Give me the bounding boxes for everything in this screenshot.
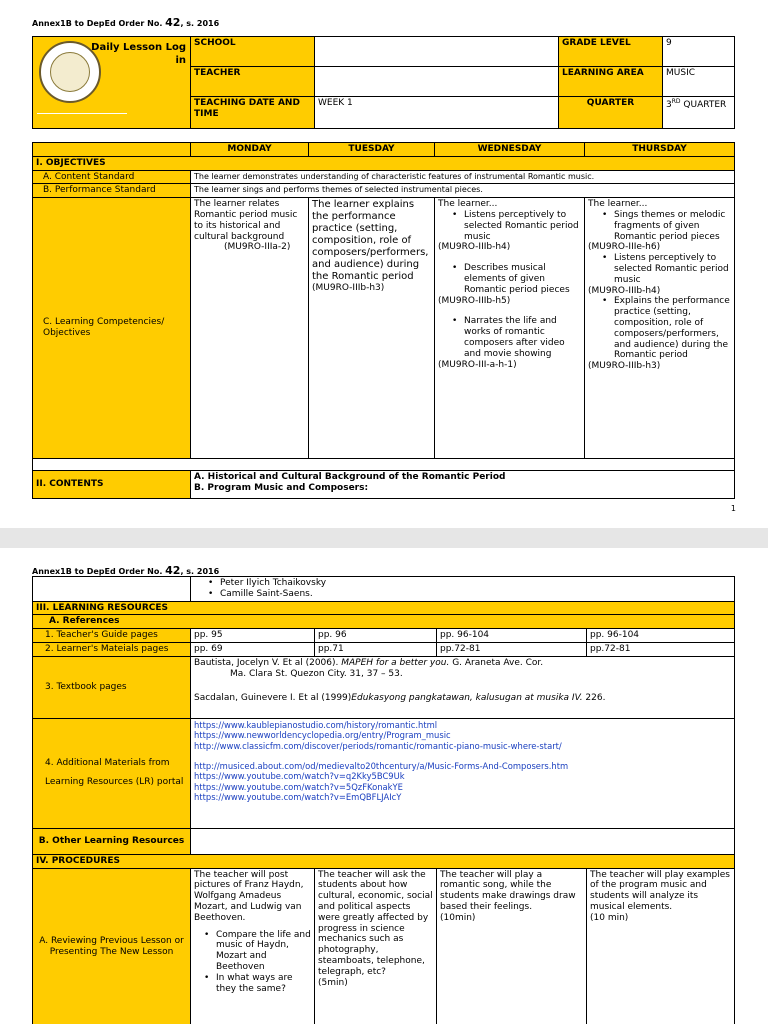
resource-link[interactable]: http://www.classicfm.com/discover/periods/romantic/romantic-piano-music-where-start/ [194,740,562,751]
thursday-procedure: The teacher will play examples of the program music and students will analyze its musical elements. (10 min) [587,868,735,1024]
day-header-monday: MONDAY [191,143,309,157]
learning-area-label: LEARNING AREA [559,67,663,97]
resource-link[interactable]: https://www.youtube.com/watch?v=q2Kky5BC9Uk [194,771,405,782]
teaching-date-value: WEEK 1 [315,97,559,129]
monday-procedure: The teacher will post pictures of Franz Haydn, Wolfgang Amadeus Mozart, and Ludwig van Beethoven. • Compare the life and music of Haydn, Mozart and Beethoven • In what ways are they the same? [191,868,315,1024]
grade-level-value: 9 [663,37,735,67]
school-label: SCHOOL [191,37,315,67]
resource-link[interactable]: https://www.kaublepianostudio.com/history/romantic.html [194,719,438,730]
thursday-objective: The learner... • Sings themes or melodic fragments of given Romantic period pieces (MU9RO-IIIe-h6) • Listens perceptively to selected Romantic period music (MU9RO-IIIb-h4) • Explains the performance practice (setting, composition, role of composers/performers, and audience) during the Romantic period (MU9RO-IIIb-h3) [585,198,735,459]
page-number: 1 [730,504,736,513]
list-item: • Peter Ilyich Tchaikovsky [208,578,731,589]
quarter-value: 3RD QUARTER [663,97,735,129]
list-item: • Describes musical elements of given Romantic period pieces [452,263,581,295]
other-resources-label: B. Other Learning Resources [33,828,191,854]
contents-text: A. Historical and Cultural Background of the Romantic Period B. Program Music and Composers: [191,471,735,499]
list-item: • Compare the life and music of Haydn, Mozart and Beethoven [204,930,311,973]
teachers-guide-label: 1. Teacher's Guide pages [33,629,191,643]
reviewing-lesson-label: A. Reviewing Previous Lesson or Presenting The New Lesson [33,868,191,1024]
procedures-heading: IV. PROCEDURES [33,854,735,868]
textbook-pages-label: 3. Textbook pages [33,656,191,718]
teaching-date-label: TEACHING DATE AND TIME [191,97,315,129]
quarter-label: QUARTER [559,97,663,129]
resource-link[interactable]: https://www.youtube.com/watch?v=EmQBFLJAIcY [194,792,402,803]
day-header-tuesday: TUESDAY [309,143,435,157]
list-item: • Sings themes or melodic fragments of given Romantic period pieces [602,210,731,242]
list-item: • Listens perceptively to selected Romantic period music [602,253,731,285]
day-header-wednesday: WEDNESDAY [435,143,585,157]
resource-link[interactable]: https://www.newworldencyclopedia.org/entry/Program_music [194,730,451,741]
contents-heading: II. CONTENTS [33,471,191,499]
learning-competencies-label: C. Learning Competencies/ Objectives [33,198,191,459]
content-standard-text: The learner demonstrates understanding of characteristic features of instrumental Romantic music. [191,170,735,184]
header-table [32,36,735,129]
composers-list [191,577,735,602]
school-value [315,37,559,67]
tuesday-procedure: The teacher will ask the students about how cultural, economic, social and political aspects were greatly affected by progress in science mechanics such as photography, steamboats, telephone, telegraph, etc? (5min) [315,868,437,1024]
performance-standard-label: B. Performance Standard [33,184,191,198]
resource-link[interactable]: https://www.youtube.com/watch?v=5QzFKonakYE [194,781,403,792]
content-standard-label: A. Content Standard [33,170,191,184]
learners-materials-label: 2. Learner's Mateials pages [33,642,191,656]
wednesday-objective: The learner... • Listens perceptively to selected Romantic period music (MU9RO-IIIb-h4) • Describes musical elements of given Romantic period pieces (MU9RO-IIIb-h5) • Narrates the life and works of romantic composers after video and movie showing (MU9RO-III-a-h-1) [435,198,585,459]
performance-standard-text: The learner sings and performs themes of selected instrumental pieces. [191,184,735,198]
additional-materials-links [191,718,735,828]
annex-header: Annex1B to DepEd Order No. 42, s. 2016 [32,16,220,29]
resource-link[interactable]: http://musiced.about.com/od/medievalto20thcentury/a/Music-Forms-And-Composers.htm [194,761,569,772]
annex-header: Annex1B to DepEd Order No. 42, s. 2016 [32,564,220,577]
page-gap [0,528,768,548]
list-item: • In what ways are they the same? [204,973,311,995]
teacher-label: TEACHER [191,67,315,97]
additional-materials-label: 4. Additional Materials from Learning Resources (LR) portal [33,718,191,828]
list-item: • Listens perceptively to selected Romantic period music [452,210,581,242]
grade-level-label: GRADE LEVEL [559,37,663,67]
page-2 [0,548,768,1024]
list-item: • Explains the performance practice (setting, composition, role of composers/performers, and audience) during the Romantic period [602,296,731,361]
wednesday-procedure: The teacher will play a romantic song, while the students make drawings draw based their feelings. (10min) [437,868,587,1024]
objectives-table [32,142,735,499]
list-item: • Narrates the life and works of romantic composers after video and movie showing [452,316,581,359]
resources-table: • Peter Ilyich Tchaikovsky • Camille Saint-Saens. III. LEARNING RESOURCES A. References 1. Teacher's Guide pages pp. 95 pp. 96 pp. 96-104 pp. 96-104 2. Learner's Mateials pages pp. 69 pp.71 pp.72-81 pp.72-81 3. Textbook pages Bautista, Jocelyn V. Et al (2006). MAPEH for a better you. G. Araneta Ave. Cor. Ma. Clara St. Quezon City. 31, 37 – 53. Sacdalan, Guinevere I. Et al (1999)Edukasyong pangkatawan, kalusugan at musika IV. 226. 4. Additional Materials from Learning Resources (LR) portal https://www.kaublepianostudio.com/history/romantic.html https://www.newworldencyclopedia.org/entry/Program_music http://www.classicfm.com/discover/periods/romantic/romantic-piano-music-where-start/ http://musiced.about.com/od/medievalto20thcentury/a/Music-Forms-And-Composers.htm https://www.youtube.com/watch?v=q2Kky5BC9Uk https://www.youtube.com/watch?v=5QzFKonakYE https://www.youtube.com/watch?v=EmQBFLJAIcY B. Other Learning Resources IV. PROCEDURES A. Reviewing Previous Lesson or Presenting The New Lesson The teacher will post pictures of Franz Haydn, Wolfgang Amadeus Mozart, and Ludwig van Beethoven. • Compare the life and music of Haydn, Mozart and Beethoven • In what ways are they the same? The teacher will ask the students about how cultural, economic, social and political aspects were greatly affected by progress in science mechanics such as photography, steamboats, telephone, telegraph, etc? (5min) The teacher will play a romantic song, while the students make drawings draw based their feelings. (10min) The teacher will play examples of the program music and students will analyze its musical elements. (10 min) [32,576,735,1024]
monday-objective: The learner relates Romantic period music to its historical and cultural background (MU9RO-IIIa-2) [191,198,309,459]
references-heading: A. References [33,615,735,629]
tuesday-objective: The learner explains the performance practice (setting, composition, role of composers/performers, and audience) during the Romantic period (MU9RO-IIIb-h3) [309,198,435,459]
dll-title-cell: Daily Lesson Log in [33,37,191,129]
list-item: • Camille Saint-Saens. [208,589,731,600]
day-header-thursday: THURSDAY [585,143,735,157]
learning-area-value: MUSIC [663,67,735,97]
learning-resources-heading: III. LEARNING RESOURCES [33,601,735,615]
teacher-value [315,67,559,97]
objectives-heading: I. OBJECTIVES [33,156,735,170]
textbook-pages-text: Bautista, Jocelyn V. Et al (2006). MAPEH for a better you. G. Araneta Ave. Cor. Ma. Clara St. Quezon City. 31, 37 – 53. Sacdalan, Guinevere I. Et al (1999)Edukasyong pangkatawan, kalusugan at musika IV. 226. [191,656,735,718]
